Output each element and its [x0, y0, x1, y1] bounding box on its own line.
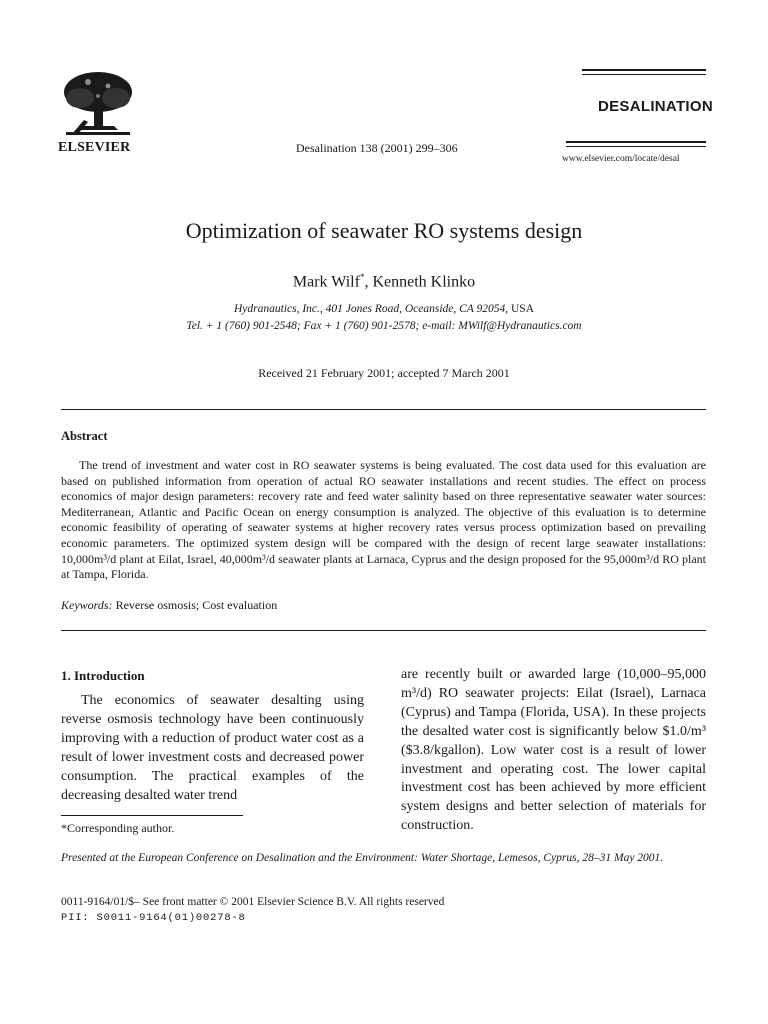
affiliation-address: Hydranautics, Inc., 401 Jones Road, Oceanside, CA 92054,	[233, 303, 509, 315]
journal-rule-bottom	[566, 141, 706, 143]
keywords-list: Reverse osmosis; Cost evaluation	[112, 598, 278, 612]
conference-note: Presented at the European Conference on Desalination and the Environment: Water Shortage, Lemesos, Cyprus, 28–31 May 2001.	[61, 852, 664, 864]
publisher-name: ELSEVIER	[58, 140, 131, 155]
journal-rule-bottom-2	[566, 146, 706, 147]
elsevier-tree-icon	[58, 68, 138, 138]
abstract-divider-bottom	[61, 630, 706, 631]
intro-right-column: are recently built or awarded large (10,000–95,000 m³/d) RO seawater projects: Eilat (Israel), Larnaca (Cyprus) and Tampa (Florida, USA). In these projects the desalted water cost is significantly below $1.0/m³ ($3.8/kgallon). Low water cost is a result of lower investment and operating cost. The lower capital investment cost has been achieved by more efficient system designs and better selection of materials for construction.	[401, 667, 706, 834]
article-title: Optimization of seawater RO systems design	[185, 218, 583, 243]
affiliation	[0, 303, 768, 315]
journal-citation: Desalination 138 (2001) 299–306	[296, 141, 458, 155]
contact-info: Tel. + 1 (760) 901-2548; Fax + 1 (760) 901-2578; e-mail: MWilf@Hydranautics.com	[186, 320, 582, 332]
author-name: Mark Wilf	[292, 273, 360, 291]
affiliation-country: USA	[508, 303, 535, 315]
abstract-text: The trend of investment and water cost in RO seawater systems is being evaluated. The cost data used for this evaluation are based on published information from operation of actual RO seawater installations and recent studies. The effect on process economics of major design parameters: recovery rate and feed water salinity based on three representative seawater water sources: Mediterranean, Atlantic and Pacific Ocean on energy consumption is analyzed. The objective of this evaluation is to determine economic feasibility of operating of seawater systems at higher recovery rates versus process optimization based on prevailing economic parameters. The optimized system design will be compared with the design of recent large seawater installations: 10,000m³/d plant at Eilat, Israel, 40,000m³/d seawater plants at Larnaca, Cyprus and the design proposed for the 95,000m³/d RO plant at Tampa, Florida.	[61, 458, 706, 582]
footnote-divider	[61, 815, 243, 816]
journal-rule-top	[582, 69, 706, 71]
corresponding-mark: *	[359, 272, 365, 282]
keywords-label: Keywords:	[61, 598, 113, 612]
copyright-line: 0011-9164/01/$– See front matter © 2001 Elsevier Science B.V. All rights reserved	[61, 896, 445, 908]
author-list	[0, 272, 768, 291]
abstract-heading: Abstract	[61, 429, 108, 443]
author-name: Kenneth Klinko	[372, 273, 476, 291]
section-heading: 1. Introduction	[61, 668, 145, 683]
footnote: *Corresponding author.	[61, 821, 175, 835]
journal-url[interactable]: www.elsevier.com/locate/desal	[562, 154, 680, 164]
pii-identifier: PII: S0011-9164(01)00278-8	[61, 912, 246, 924]
journal-name: DESALINATION	[598, 98, 713, 115]
keywords	[61, 598, 277, 613]
intro-left-column: The economics of seawater desalting using reverse osmosis technology have been continuously improving with a reduction of product water cost as a result of lower investment costs and decreased power consumption. The practical examples of the decreasing desalted water trend	[61, 693, 364, 803]
abstract-divider-top	[61, 409, 706, 410]
received-dates: Received 21 February 2001; accepted 7 March 2001	[258, 366, 510, 380]
author-separator: ,	[364, 273, 373, 291]
journal-rule-top-2	[582, 74, 706, 75]
